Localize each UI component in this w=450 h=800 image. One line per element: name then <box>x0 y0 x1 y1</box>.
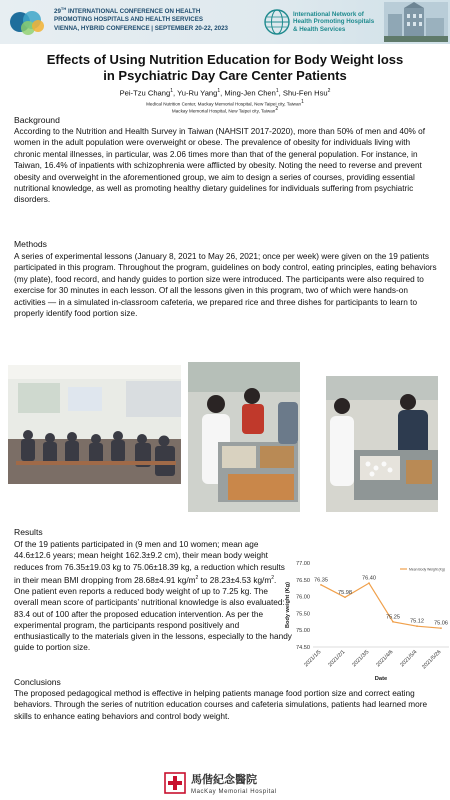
author-name: Yu-Ru Yang <box>177 88 218 98</box>
data-point <box>392 621 394 623</box>
legend-label: Mean Body Weight (Kg) <box>409 567 445 572</box>
y-tick-label: 77.00 <box>296 561 310 567</box>
affiliation-text: Medical Nutrition Center, Mackay Memorial Hospital, New Taipei city, Taiwan <box>146 101 302 107</box>
hph-network-name <box>293 11 374 33</box>
conference-ordinal-suffix: TH <box>60 6 67 11</box>
author-sup: 1 <box>170 88 174 94</box>
y-tick-label: 74.50 <box>296 645 310 651</box>
title-line: in Psychiatric Day Care Center Patients <box>103 68 347 83</box>
results-text-part: Of the 19 patients participated in (9 men and 10 women; mean age 44.6±12.6 years; mean height 162.3±9.2 cm), their mean body weight reduces from 76.35±19.03 kg to 75.06±18.39 kg, a reduction which results in their mean BMI dropping from 28.68±4.91 kg/m <box>14 540 285 585</box>
data-label: 75.12 <box>410 618 424 625</box>
affiliation-sup: 2 <box>275 106 279 112</box>
cafeteria-photo-1 <box>188 362 300 512</box>
author-name: Ming-Jen Chen <box>224 88 276 98</box>
affiliation <box>0 106 450 114</box>
city-building-image <box>384 2 448 42</box>
conclusions-text: The proposed pedagogical method is effective in helping patients manage food portion size and correct eating behaviors. Through the series of nutrition education courses and cafeteria simulations, patients had learned more skills to enhance eating behaviors and control body weight. <box>14 689 428 721</box>
cafeteria-scene-icon <box>188 362 300 512</box>
data-label: 76.35 <box>314 577 328 584</box>
results-text <box>14 539 292 654</box>
superscript: 2 <box>195 574 199 581</box>
affiliation-sup: 1 <box>301 99 304 105</box>
author-name: Shu-Fen Hsu <box>282 88 328 98</box>
hph-network-logo-icon <box>264 9 290 35</box>
author-sup: 1 <box>217 88 221 94</box>
chart-canvas <box>283 559 450 683</box>
body-weight-chart <box>283 559 450 683</box>
y-tick-label: 75.00 <box>296 628 310 635</box>
data-point <box>320 584 322 586</box>
x-tick-label: 2021/2/1 <box>327 649 347 669</box>
cafeteria-scene-icon <box>326 376 438 512</box>
classroom-photo <box>8 365 181 484</box>
background-heading: Background <box>14 115 60 125</box>
author-list: Pei-Tzu Chang$^1$, Yu-Ru Yang$^1$, Ming-Jen Chen$^1$, Shu-Fen Hsu$^2$ <box>119 88 331 98</box>
y-tick-label: 76.50 <box>296 577 310 584</box>
data-label: 75.06 <box>434 620 448 627</box>
data-point <box>368 582 370 584</box>
data-label: 75.25 <box>386 614 400 621</box>
conference-logo-icon <box>8 6 48 38</box>
cafeteria-photo-2 <box>326 376 438 512</box>
x-tick-label: 2021/3/5 <box>351 649 371 669</box>
classroom-scene-icon <box>8 365 181 484</box>
affiliation-text: Mackay Memorial Hospital, New Taipei city, Taiwan <box>171 108 276 114</box>
data-label: 75.98 <box>338 589 352 596</box>
conclusions-heading: Conclusions <box>14 677 61 687</box>
data-point <box>416 625 418 627</box>
mackay-hospital-logo <box>163 770 287 796</box>
data-point <box>440 627 442 629</box>
conference-header <box>0 0 450 44</box>
hph-line: Health Promoting Hospitals <box>293 18 375 26</box>
conference-line: PROMOTING HOSPITALS AND HEALTH SERVICES <box>54 16 203 24</box>
y-axis-label: Body weight (Kg) <box>285 582 291 628</box>
conference-ordinal: 29 <box>54 8 61 16</box>
methods-heading: Methods <box>14 239 47 249</box>
logo-english-text: MacKay Memorial Hospital <box>191 789 277 795</box>
superscript: 2 <box>271 574 274 581</box>
conference-line: INTERNATIONAL CONFERENCE ON HEALTH <box>67 8 201 16</box>
x-axis-label: Date <box>374 676 388 682</box>
methods-text: A series of experimental lessons (January 8, 2021 to May 26, 2021; once per week) were given on the 19 patients participated in this program. Throughout the program, guidelines on body control, eating principles, eating behaviors (my plate), food record, and handy guides to portion size were introduced. The participants were also required to exercise for 30 minutes in each lesson. Of all the lessons given in this program, two of which were hands-on activities — in a simulated in-classroom cafeteria, we prepared rice and three dishes for participants to learn to properly identify food portion size. <box>14 252 437 319</box>
x-tick-label: 2021/5/26 <box>421 649 443 671</box>
data-label: 76.40 <box>362 575 376 582</box>
x-tick-label: 2021/4/6 <box>375 649 395 669</box>
y-tick-label: 76.00 <box>296 594 310 601</box>
author-sup: 1 <box>275 88 279 94</box>
results-text-part: . One patient even reports a reduced body weight of up to 7.25 kg. The overall mean score of participants’ nutritional knowledge is also evaluated: 83.4 out of 100 after the proposed education intervention. As per the experimental program, the participants respond positively and enthusiastically to the materials given in the lessons, especially to the handy guide to portion size. <box>14 575 292 653</box>
mackay-logo-image <box>163 770 287 796</box>
conference-title <box>54 5 228 33</box>
title-line: Effects of Using Nutrition Education for Body Weight loss <box>46 52 404 67</box>
hph-line: International Network of <box>293 11 364 18</box>
results-text-part: to 28.23±4.53 kg/m <box>198 575 272 585</box>
conference-line: VIENNA, HYBRID CONFERENCE | SEPTEMBER 20-22, 2023 <box>54 24 228 32</box>
logo-chinese-text: 馬偕紀念醫院 <box>191 773 257 786</box>
data-point <box>344 596 346 598</box>
hph-line: & Health Services <box>293 25 346 33</box>
x-tick-label: 2021/1/5 <box>303 649 323 669</box>
author-sup: 2 <box>327 88 331 94</box>
y-tick-label: 75.50 <box>296 611 310 618</box>
author-name: Pei-Tzu Chang <box>119 88 171 98</box>
x-tick-label: 2021/5/4 <box>399 649 419 669</box>
results-heading: Results <box>14 527 43 537</box>
poster-title <box>0 52 450 84</box>
background-text: According to the Nutrition and Health Survey in Taiwan (NAHSIT 2017-2020), more than 50% of men and 40% of women in the adult population were overweight or obese. The prevalence of obesity for individuals living with chronic mental illnesses, in particular, was 2.06 times more than that of the general population. For instance, in Taiwan, 16.4% of inpatients with schizophrenia were afflicted by obesity. Noting the need to reverse and prevent obesity and overweight in the aforementioned group, we aim to design a series of courses, providing essential nutritional knowledge, as well as promoting healthy dietary guidelines for individuals suffering from psychiatric disorders. <box>14 127 426 205</box>
